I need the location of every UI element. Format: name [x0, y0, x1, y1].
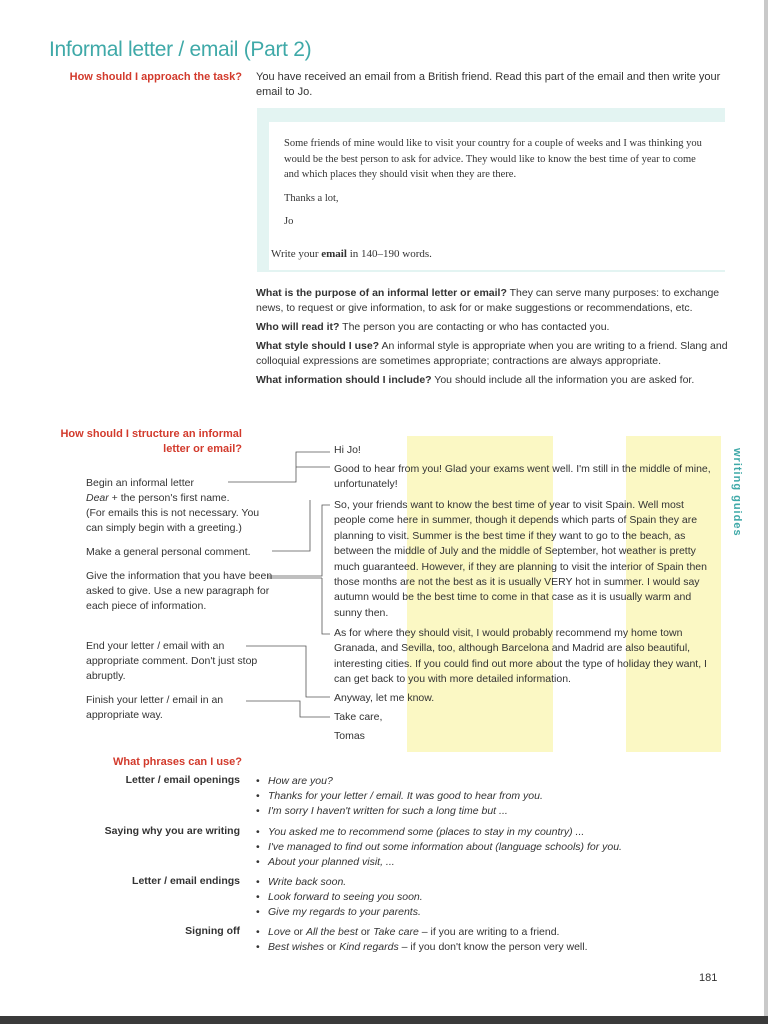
label-info: Give the information that you have been asked to give. Use a new paragraph for each piece of information.	[86, 570, 273, 612]
list-item: • Write back soon.	[256, 875, 726, 890]
phrase: Love	[268, 926, 291, 938]
intro-text: You have received an email from a British friend. Read this part of the email and then write your email to Jo.	[256, 71, 721, 98]
qa-answer: You should include all the information you are asked for.	[431, 374, 695, 386]
phrase: Kind regards	[339, 941, 399, 953]
phrases-endings-label: Letter / email endings	[132, 875, 240, 887]
list-item: • Give my regards to your parents.	[256, 905, 726, 920]
label-dear-word: Dear	[86, 492, 109, 504]
label-personal: Make a general personal comment.	[86, 546, 251, 558]
qa-question: Who will read it?	[256, 321, 340, 333]
list-item	[256, 925, 726, 940]
page-edge	[764, 0, 768, 1024]
letter-paragraph-2: So, your friends want to know the best time of year to visit Spain. Well most people come here in summer, though it depends which parts of Spain they are planning to visit. Summer is the best time if they want to go to the beach, as between the middle of July and the middle of September, hot weather is pretty much guaranteed. However, if they are planning to visit the interior of Spain then those months are not the best as it is usually VERY hot in summer. I would say autumn would be the best time to come in that case as it is usually warm and sunny then.	[334, 499, 707, 619]
phrase-connector: or	[357, 926, 374, 938]
qa-answer: They can serve many purposes: to exchange news, to request or give information, to ask for or make suggestions or recommendations, etc.	[256, 287, 720, 314]
phrases-openings-label: Letter / email openings	[125, 774, 240, 786]
qa-answer: An informal style is appropriate when you are writing to a friend. Slang and colloquial expressions are sometimes appropriate; contractions are always appropriate.	[256, 340, 728, 367]
task-instruction-bold: email	[321, 248, 347, 260]
bottom-edge	[0, 1016, 768, 1024]
task-email-thanks: Thanks a lot,	[284, 192, 339, 204]
list-item	[256, 940, 726, 955]
phrases-why-label: Saying why you are writing	[104, 825, 240, 837]
question-approach: How should I approach the task?	[69, 71, 242, 83]
phrases-signing-label: Signing off	[185, 925, 240, 937]
phrase: All the best	[305, 926, 358, 938]
letter-greeting: Hi Jo!	[334, 444, 361, 456]
page-number: 181	[699, 972, 718, 984]
qa-style	[256, 339, 728, 369]
task-instruction-pre: Write your	[271, 248, 322, 260]
list-item: • About your planned visit, ...	[256, 855, 726, 870]
list-item: • I've managed to find out some information about (language schools) for you.	[256, 840, 726, 855]
phrase: Best wishes	[268, 941, 325, 953]
question-structure: How should I structure an informal letter or email?	[60, 428, 242, 455]
task-email-signature: Jo	[284, 216, 294, 227]
list-item: • I'm sorry I haven't written for such a long time but ...	[256, 804, 726, 819]
page-title: Informal letter / email (Part 2)	[49, 38, 312, 61]
qa-reader	[256, 320, 728, 335]
qa-question: What is the purpose of an informal letter or email?	[256, 287, 507, 299]
phrases-endings-list	[256, 875, 726, 920]
task-email-body: Some friends of mine would like to visit your country for a couple of weeks and I was thinking you would be the best person to ask for advice. They would like to know the best time of year to come and which places they should visit when they are there.	[284, 138, 702, 180]
phrases-openings-list	[256, 774, 726, 819]
task-instruction	[271, 248, 432, 260]
list-item: • How are you?	[256, 774, 726, 789]
phrase-note: – if you don't know the person very well.	[398, 941, 588, 953]
phrase: Take care	[373, 926, 419, 938]
qa-question: What style should I use?	[256, 340, 380, 352]
list-item: • Look forward to seeing you soon.	[256, 890, 726, 905]
letter-closing: Take care,	[334, 711, 383, 723]
letter-paragraph-3: As for where they should visit, I would probably recommend my home town Granada, and Sevilla, too, although Barcelona and Madrid are also beautiful, interesting cities. If you could find out more about the type of holiday they want, I can get back to you with more detailed information.	[334, 627, 707, 686]
task-email-text	[284, 136, 704, 238]
qa-section	[256, 286, 728, 392]
list-item: • You asked me to recommend some (places to stay in my country) ...	[256, 825, 726, 840]
label-begin: Begin an informal letter	[86, 477, 194, 489]
task-instruction-post: in 140–190 words.	[346, 248, 432, 260]
phrases-signing-list	[256, 925, 726, 955]
writing-guides-tab[interactable]: writing guides	[731, 448, 743, 537]
phrase-connector: or	[290, 926, 306, 938]
qa-answer: The person you are contacting or who has contacted you.	[339, 321, 610, 333]
label-end: End your letter / email with an appropriate comment. Don't just stop abruptly.	[86, 640, 258, 682]
phrase-note: – if you are writing to a friend.	[418, 926, 560, 938]
question-phrases: What phrases can I use?	[113, 756, 242, 768]
label-dear	[86, 491, 276, 506]
label-dear-rest: + the person's first name.	[108, 492, 230, 504]
qa-question: What information should I include?	[256, 374, 432, 386]
letter-paragraph-4: Anyway, let me know.	[334, 692, 435, 704]
letter-name: Tomas	[334, 730, 365, 742]
list-item: • Thanks for your letter / email. It was good to hear from you.	[256, 789, 726, 804]
qa-purpose	[256, 286, 728, 316]
label-paren: (For emails this is not necessary. You can simply begin with a greeting.)	[86, 507, 260, 534]
phrase-connector: or	[324, 941, 340, 953]
letter-paragraph-1: Good to hear from you! Glad your exams went well. I'm still in the middle of mine, unfortunately!	[334, 463, 711, 491]
label-finish: Finish your letter / email in an appropriate way.	[86, 694, 224, 721]
phrases-why-list	[256, 825, 726, 870]
qa-information	[256, 373, 728, 388]
